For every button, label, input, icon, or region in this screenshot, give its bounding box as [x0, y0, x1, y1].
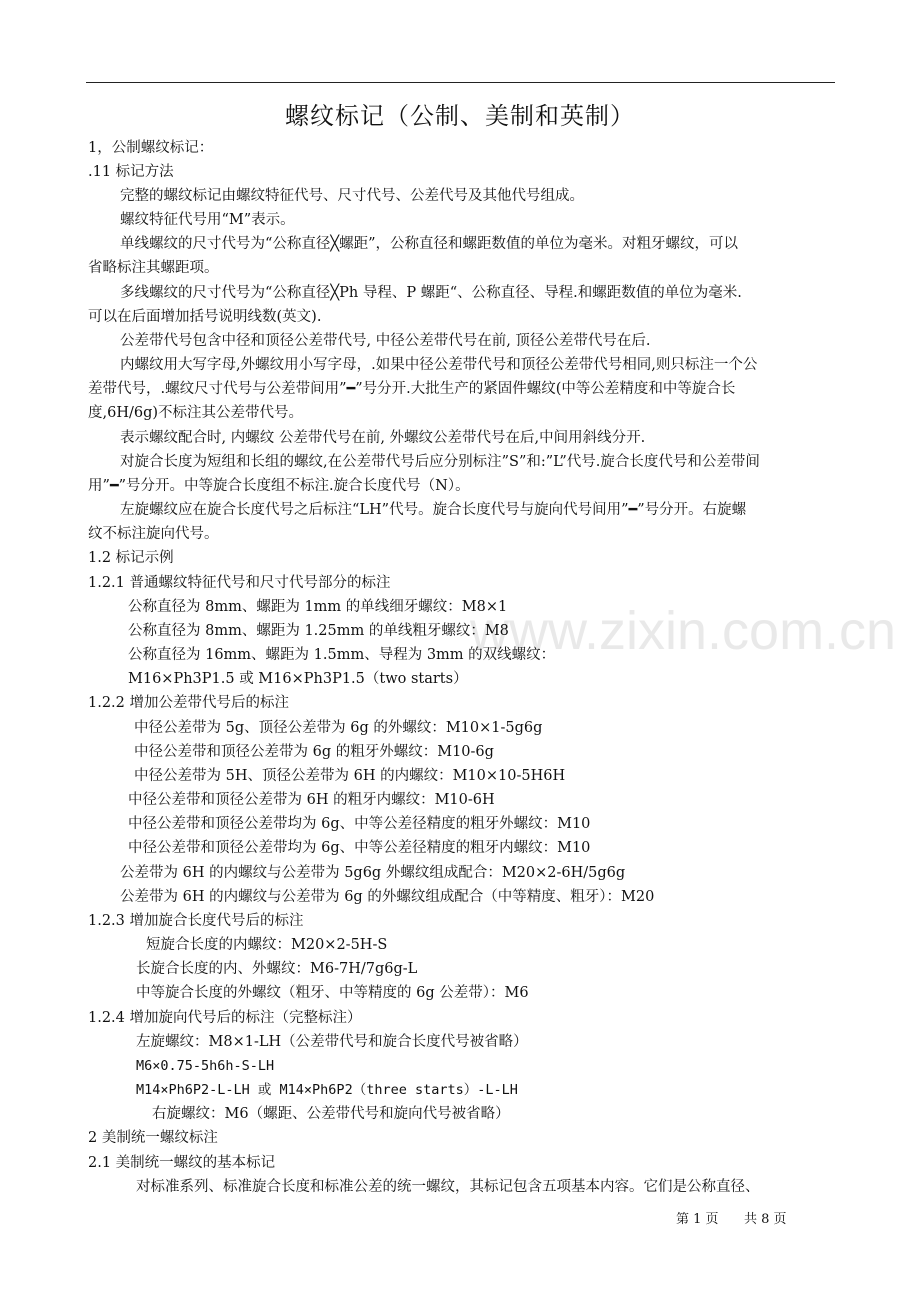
- example-line: 中径公差带和顶径公差带均为 6g、中等公差径精度的粗牙外螺纹：M10: [128, 816, 591, 832]
- paragraph-line: 可以在后面增加括号说明线数(英文).: [88, 309, 322, 325]
- heading-1: 1，公制螺纹标记：: [88, 140, 214, 156]
- paragraph-line: 表示螺纹配合时, 内螺纹 公差带代号在前, 外螺纹公差带代号在后,中间用斜线分开.: [120, 430, 646, 446]
- paragraph-line: 单线螺纹的尺寸代号为“公称直径╳螺距”，公称直径和螺距数值的单位为毫米。对粗牙螺纹，可以: [120, 236, 739, 252]
- paragraph-line: 内螺纹用大写字母,外螺纹用小写字母，.如果中径公差带代号和顶径公差带代号相同,则只标注一个公: [120, 357, 758, 373]
- paragraph-line: 用”━”号分开。中等旋合长度组不标注.旋合长度代号（N）。: [88, 478, 470, 494]
- example-line: 中径公差带为 5g、顶径公差带为 6g 的外螺纹：M10×1-5g6g: [134, 720, 543, 736]
- example-line: 左旋螺纹：M8×1-LH（公差带代号和旋合长度代号被省略）: [136, 1034, 528, 1050]
- example-line: 公差带为 6H 的内螺纹与公差带为 6g 的外螺纹组成配合（中等精度、粗牙）：M20: [120, 889, 655, 905]
- example-line: M16×Ph3P1.5 或 M16×Ph3P1.5（two starts）: [128, 671, 468, 687]
- paragraph-line: 省略标注其螺距项。: [88, 260, 219, 276]
- paragraph-line: 螺纹特征代号用“M”表示。: [120, 212, 295, 228]
- heading-2: 2 美制统一螺纹标注: [88, 1130, 218, 1146]
- example-line: 中径公差带和顶径公差带为 6g 的粗牙外螺纹：M10-6g: [134, 744, 494, 760]
- paragraph-line: 对标准系列、标准旋合长度和标准公差的统一螺纹，其标记包含五项基本内容。它们是公称直径、: [136, 1179, 760, 1195]
- heading-2-1: 2.1 美制统一螺纹的基本标记: [88, 1155, 276, 1171]
- watermark: www.zixin.com.cn: [470, 601, 897, 661]
- heading-1-2-3: 1.2.3 增加旋合长度代号后的标注: [88, 913, 304, 929]
- paragraph-line: 左旋螺纹应在旋合长度代号之后标注“LH”代号。旋合长度代号与旋向代号间用”━”号分开。右旋螺: [120, 502, 747, 518]
- paragraph-line: 差带代号，.螺纹尺寸代号与公差带间用”━”号分开.大批生产的紧固件螺纹(中等公差精度和中等旋合长: [88, 381, 736, 397]
- code-line: M14×Ph6P2-L-LH 或 M14×Ph6P2（three starts）-L-LH: [136, 1082, 518, 1098]
- heading-1-1: .11 标记方法: [88, 164, 174, 180]
- paragraph-line: 对旋合长度为短组和长组的螺纹,在公差带代号后应分别标注”S”和:”L”代号.旋合长度代号和公差带间: [120, 454, 760, 470]
- example-line: 短旋合长度的内螺纹：M20×2-5H-S: [146, 937, 388, 953]
- header-rule: [86, 82, 835, 83]
- page-title: 螺纹标记（公制、美制和英制）: [285, 102, 635, 130]
- paragraph-line: 纹不标注旋向代号。: [88, 526, 219, 542]
- heading-1-2-1: 1.2.1 普通螺纹特征代号和尺寸代号部分的标注: [88, 575, 391, 591]
- example-line: 长旋合长度的内、外螺纹：M6-7H/7g6g-L: [136, 961, 418, 977]
- example-line: 公称直径为 16mm、螺距为 1.5mm、导程为 3mm 的双线螺纹：: [128, 647, 556, 663]
- code-line: M6×0.75-5h6h-S-LH: [136, 1058, 275, 1074]
- example-line: 中径公差带为 5H、顶径公差带为 6H 的内螺纹：M10×10-5H6H: [134, 768, 566, 784]
- page-number: 第 1 页: [676, 1212, 719, 1227]
- paragraph-line: 多线螺纹的尺寸代号为“公称直径╳Ph 导程、P 螺距“、公称直径、导程.和螺距数值的单位为毫米.: [120, 285, 742, 301]
- example-line: 右旋螺纹：M6（螺距、公差带代号和旋向代号被省略）: [152, 1106, 510, 1122]
- example-line: 公称直径为 8mm、螺距为 1mm 的单线细牙螺纹：M8×1: [128, 599, 508, 615]
- paragraph-line: 公差带代号包含中径和顶径公差带代号, 中径公差带代号在前, 顶径公差带代号在后.: [120, 333, 651, 349]
- example-line: 中等旋合长度的外螺纹（粗牙、中等精度的 6g 公差带）：M6: [136, 985, 529, 1001]
- heading-1-2: 1.2 标记示例: [88, 550, 174, 566]
- example-line: 公差带为 6H 的内螺纹与公差带为 5g6g 外螺纹组成配合：M20×2-6H/5g6g: [120, 865, 626, 881]
- heading-1-2-2: 1.2.2 增加公差带代号后的标注: [88, 695, 290, 711]
- paragraph-line: 度,6H/6g)不标注其公差带代号。: [88, 405, 304, 421]
- example-line: 中径公差带和顶径公差带为 6H 的粗牙内螺纹：M10-6H: [128, 792, 495, 808]
- heading-1-2-4: 1.2.4 增加旋向代号后的标注（完整标注）: [88, 1010, 362, 1026]
- example-line: 公称直径为 8mm、螺距为 1.25mm 的单线粗牙螺纹：M8: [128, 623, 509, 639]
- example-line: 中径公差带和顶径公差带均为 6g、中等公差径精度的粗牙内螺纹：M10: [128, 840, 591, 856]
- page-total: 共 8 页: [744, 1212, 787, 1227]
- paragraph-line: 完整的螺纹标记由螺纹特征代号、尺寸代号、公差代号及其他代号组成。: [120, 188, 584, 204]
